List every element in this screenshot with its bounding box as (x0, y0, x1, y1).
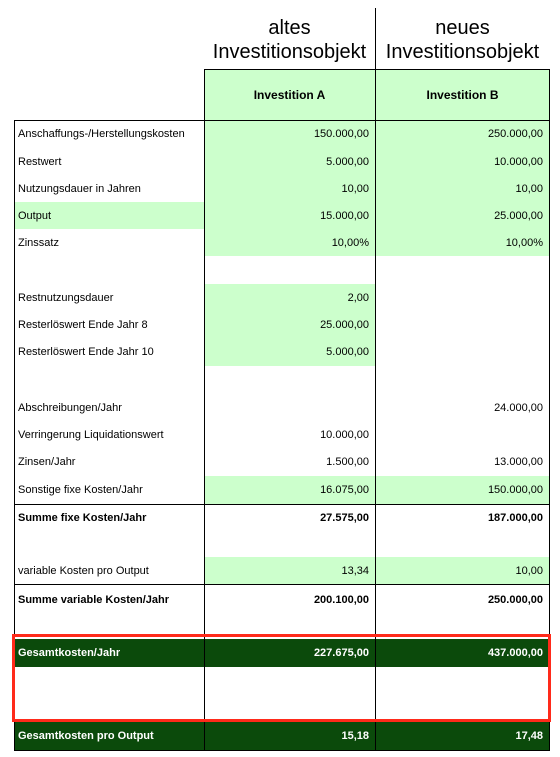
value-a-resterloes10: 5.000,00 (326, 346, 369, 358)
row-label-restnutzungsdauer: Restnutzungsdauer (18, 291, 114, 304)
value-b-anschaffung: 250.000,00 (487, 128, 543, 140)
value-a-restwert: 5.000,00 (326, 155, 369, 168)
value-a-resterloes8: 25.000,00 (320, 318, 369, 331)
column-b-border (375, 69, 376, 750)
value-a-sonstige: 16.075,00 (320, 484, 369, 496)
value-a-verringerung: 10.000,00 (320, 428, 369, 441)
row-label-abschreibungen: Abschreibungen/Jahr (18, 401, 122, 414)
value-a-anschaffung: 150.000,00 (313, 128, 369, 140)
row-label-sonstige: Sonstige fixe Kosten/Jahr (18, 484, 143, 496)
row-label-gesamt-output: Gesamtkosten pro Output (14, 722, 204, 750)
heading-neues (376, 16, 549, 64)
value-a-summe-fix: 27.575,00 (320, 511, 369, 524)
value-a-restnutzungsdauer: 2,00 (347, 291, 369, 304)
value-a-summe-var: 200.100,00 (313, 594, 369, 606)
value-a-gesamt-output: 15,18 (204, 722, 375, 750)
row-label-restwert: Restwert (18, 155, 62, 168)
value-b-sonstige: 150.000,00 (487, 484, 543, 496)
row-label-anschaffung: Anschaffungs-/Herstellungskosten (18, 128, 185, 140)
row-label-summe-fix: Summe fixe Kosten/Jahr (18, 511, 147, 524)
row-label-zinsen: Zinsen/Jahr (18, 456, 76, 468)
heading-neues-line2: Investitionsobjekt (385, 41, 540, 63)
value-b-gesamt: 437.000,00 (376, 639, 549, 667)
table-right-border (549, 69, 550, 750)
row-label-variable: variable Kosten pro Output (18, 564, 149, 577)
header-divider (375, 8, 376, 70)
heading-altes (204, 16, 375, 64)
column-header-b: Investition B (426, 88, 499, 102)
row-label-zinssatz: Zinssatz (18, 236, 59, 249)
row-label-gesamt: Gesamtkosten/Jahr (14, 639, 204, 667)
value-b-restwert: 10.000,00 (494, 155, 543, 168)
row-label-verringerung: Verringerung Liquidationswert (18, 428, 164, 441)
table-bottom-border (14, 750, 550, 751)
value-b-gesamt-output: 17,48 (376, 722, 549, 750)
row-label-nutzungsdauer: Nutzungsdauer in Jahren (18, 182, 141, 195)
value-b-zinsen: 13.000,00 (494, 456, 543, 468)
heading-altes-line2: Investitionsobjekt (212, 41, 367, 63)
heading-neues-line1: neues (435, 17, 490, 39)
heading-altes-line1: altes (268, 17, 311, 39)
column-a-border (204, 69, 205, 750)
value-a-zinsen: 1.500,00 (326, 456, 369, 468)
table-top-border (204, 69, 549, 70)
row-label-output: Output (18, 209, 52, 222)
value-a-variable: 13,34 (341, 564, 369, 577)
header-bottom-border (14, 120, 549, 121)
value-b-summe-var: 250.000,00 (487, 594, 543, 606)
row-label-summe-var: Summe variable Kosten/Jahr (18, 594, 170, 606)
value-a-nutzungsdauer: 10,00 (341, 182, 369, 195)
value-b-zinssatz: 10,00% (505, 236, 543, 249)
value-b-output: 25.000,00 (494, 209, 543, 222)
value-a-output: 15.000,00 (320, 209, 369, 222)
value-a-gesamt: 227.675,00 (204, 639, 375, 667)
column-header-a: Investition A (253, 88, 326, 102)
table-left-border (14, 120, 15, 750)
row-label-resterloes8: Resterlöswert Ende Jahr 8 (18, 318, 148, 331)
value-b-variable: 10,00 (515, 564, 543, 577)
value-b-summe-fix: 187.000,00 (487, 511, 543, 524)
value-b-nutzungsdauer: 10,00 (515, 182, 543, 195)
value-b-abschreibungen: 24.000,00 (494, 401, 543, 414)
row-label-resterloes10: Resterlöswert Ende Jahr 10 (18, 346, 154, 358)
value-a-zinssatz: 10,00% (331, 236, 369, 249)
